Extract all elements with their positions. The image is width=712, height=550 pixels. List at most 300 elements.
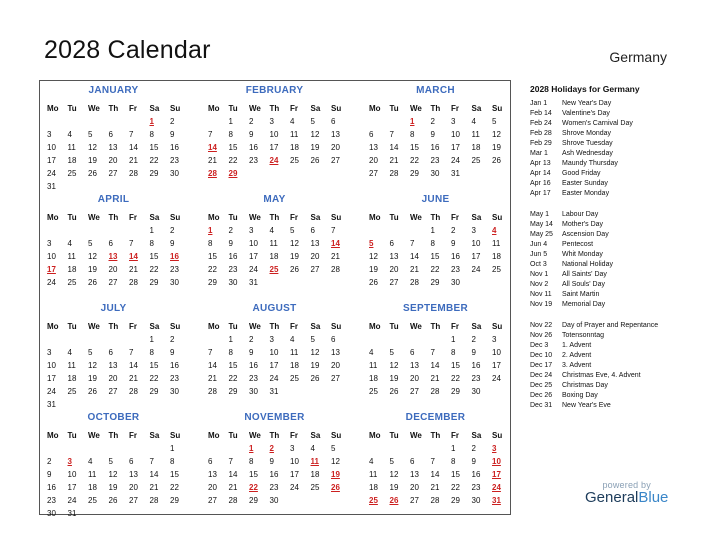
weekday-label: Tu [228, 431, 238, 440]
empty-cell [105, 224, 126, 237]
day-cell: 22 [451, 483, 460, 492]
holiday-name: Totensonntag [562, 332, 605, 339]
day-cell: 20 [369, 156, 378, 165]
day-cell: 10 [47, 361, 56, 370]
holiday-day-cell: 31 [492, 496, 501, 505]
day-cell: 20 [331, 143, 340, 152]
holiday-date: Feb 24 [530, 120, 552, 127]
weekday-label: Fr [129, 322, 137, 331]
day-cell: 12 [88, 361, 97, 370]
holiday-date: Dec 17 [530, 362, 553, 369]
day-cell: 8 [228, 130, 233, 139]
day-cell: 19 [290, 252, 299, 261]
weekday-label: Sa [310, 322, 321, 331]
holiday-day-cell: 28 [208, 169, 217, 178]
day-cell: 2 [430, 117, 435, 126]
empty-cell [386, 115, 407, 128]
day-cell: 21 [389, 156, 399, 165]
day-cell: 3 [269, 335, 274, 344]
weekday-label: Th [269, 431, 280, 440]
day-cell: 7 [430, 457, 435, 466]
day-cell: 16 [471, 470, 481, 479]
weekday-label: Th [430, 322, 441, 331]
holiday-row [530, 280, 700, 290]
day-cell: 30 [170, 387, 179, 396]
weekday-label: Su [170, 104, 181, 113]
day-cell: 16 [269, 470, 279, 479]
day-cell: 7 [389, 130, 394, 139]
day-cell: 18 [290, 143, 299, 152]
month-name: JUNE [421, 194, 450, 205]
day-cell: 26 [310, 156, 320, 165]
weekday-label: Fr [451, 104, 459, 113]
holiday-name: Shrove Tuesday [562, 140, 613, 147]
day-cell: 21 [149, 483, 159, 492]
weekday-label: Tu [389, 213, 399, 222]
day-cell: 7 [129, 348, 134, 357]
day-cell: 31 [451, 169, 460, 178]
country-label: Germany [609, 49, 667, 65]
day-cell: 25 [67, 169, 77, 178]
holiday-name: Easter Monday [562, 190, 610, 197]
day-cell: 5 [389, 457, 394, 466]
day-cell: 25 [67, 387, 77, 396]
day-cell: 23 [249, 156, 258, 165]
day-cell: 18 [471, 143, 481, 152]
weekday-label: Mo [208, 104, 220, 113]
day-cell: 18 [369, 483, 378, 492]
day-cell: 12 [369, 252, 378, 261]
holiday-row [530, 99, 700, 109]
day-cell: 18 [67, 156, 77, 165]
day-cell: 26 [389, 387, 399, 396]
day-cell: 3 [269, 117, 274, 126]
day-cell: 26 [492, 156, 501, 165]
month-days-grid [43, 429, 187, 520]
day-cell: 23 [471, 374, 481, 383]
weekday-label: Su [331, 104, 342, 113]
empty-cell [125, 115, 146, 128]
holiday-date: Dec 26 [530, 392, 553, 399]
day-cell: 31 [249, 278, 258, 287]
day-cell: 7 [149, 457, 154, 466]
day-cell: 17 [471, 252, 481, 261]
holiday-name: 3. Advent [562, 362, 592, 369]
month-name: DECEMBER [405, 412, 466, 423]
holiday-date: Jan 1 [530, 100, 548, 107]
day-cell: 21 [410, 265, 419, 274]
day-cell: 15 [170, 470, 179, 479]
day-cell: 27 [410, 496, 419, 505]
day-cell: 1 [451, 335, 456, 344]
holiday-name: Easter Sunday [562, 180, 608, 187]
holidays-title: 2028 Holidays for Germany [530, 84, 640, 94]
day-cell: 2 [228, 226, 233, 235]
month-name: JULY [100, 303, 127, 314]
month-name: NOVEMBER [244, 412, 305, 423]
weekday-label: Th [430, 431, 441, 440]
holiday-day-cell: 17 [47, 265, 56, 274]
holiday-name: All Saints' Day [562, 271, 607, 278]
holiday-day-cell: 4 [492, 226, 497, 235]
day-cell: 13 [410, 470, 419, 479]
day-cell: 15 [249, 470, 258, 479]
day-cell: 21 [430, 374, 440, 383]
month-september [365, 301, 506, 406]
weekday-label: We [410, 104, 422, 113]
day-cell: 29 [451, 496, 460, 505]
holiday-day-cell: 25 [369, 496, 378, 505]
day-cell: 25 [310, 483, 320, 492]
day-cell: 10 [47, 143, 56, 152]
weekday-label: We [249, 213, 261, 222]
month-january [43, 83, 184, 191]
holiday-date: Dec 31 [530, 402, 553, 409]
month-days-grid [365, 211, 509, 289]
holiday-date: Apr 17 [530, 190, 551, 197]
empty-cell [365, 442, 386, 455]
holiday-day-cell: 26 [389, 496, 399, 505]
month-name: FEBRUARY [245, 85, 304, 96]
empty-cell [105, 333, 126, 346]
day-cell: 24 [471, 265, 481, 274]
day-cell: 13 [208, 470, 217, 479]
weekday-label: Fr [129, 431, 137, 440]
day-cell: 13 [331, 348, 340, 357]
day-cell: 12 [88, 252, 97, 261]
day-cell: 14 [129, 143, 138, 152]
day-cell: 6 [331, 117, 336, 126]
holiday-day-cell: 1 [249, 444, 254, 453]
holiday-row [530, 300, 700, 310]
empty-cell [406, 333, 427, 346]
day-cell: 7 [410, 239, 415, 248]
day-cell: 25 [290, 156, 299, 165]
holiday-row [530, 290, 700, 300]
day-cell: 30 [451, 278, 460, 287]
holiday-date: Nov 1 [530, 271, 549, 278]
day-cell: 19 [310, 143, 320, 152]
day-cell: 29 [249, 496, 258, 505]
day-cell: 2 [47, 457, 52, 466]
empty-cell [125, 333, 146, 346]
day-cell: 22 [228, 374, 238, 383]
day-cell: 26 [108, 496, 118, 505]
month-days-grid [43, 320, 187, 411]
holiday-day-cell: 17 [492, 470, 501, 479]
day-cell: 8 [249, 457, 254, 466]
empty-cell [43, 115, 64, 128]
empty-cell [43, 442, 64, 455]
day-cell: 12 [389, 361, 399, 370]
day-cell: 10 [47, 252, 56, 261]
holiday-row [530, 179, 700, 189]
day-cell: 24 [451, 156, 460, 165]
day-cell: 3 [47, 130, 52, 139]
weekday-label: Tu [389, 104, 399, 113]
weekday-label: Mo [47, 322, 59, 331]
day-cell: 17 [249, 252, 258, 261]
day-cell: 27 [208, 496, 217, 505]
day-cell: 10 [492, 348, 501, 357]
day-cell: 19 [310, 361, 320, 370]
day-cell: 31 [47, 182, 56, 191]
day-cell: 30 [471, 496, 481, 505]
day-cell: 10 [249, 239, 258, 248]
holiday-date: Feb 28 [530, 130, 552, 137]
month-days-grid [204, 211, 348, 289]
day-cell: 22 [228, 156, 238, 165]
day-cell: 24 [47, 387, 56, 396]
day-cell: 1 [228, 335, 233, 344]
day-cell: 30 [269, 496, 279, 505]
day-cell: 11 [67, 252, 76, 261]
empty-cell [64, 115, 85, 128]
holiday-date: Mar 1 [530, 150, 548, 157]
day-cell: 22 [430, 265, 440, 274]
holiday-row [530, 169, 700, 179]
day-cell: 16 [170, 143, 179, 152]
month-name: JANUARY [88, 85, 139, 96]
holiday-row [530, 321, 700, 331]
day-cell: 30 [471, 387, 481, 396]
holiday-day-cell: 1 [208, 226, 213, 235]
day-cell: 12 [290, 239, 299, 248]
holiday-row [530, 391, 700, 401]
holiday-day-cell: 3 [492, 444, 497, 453]
day-cell: 5 [492, 117, 497, 126]
day-cell: 13 [331, 130, 340, 139]
empty-cell [365, 333, 386, 346]
day-cell: 21 [129, 265, 138, 274]
weekday-label: Tu [389, 431, 399, 440]
weekday-label: Su [170, 213, 181, 222]
weekday-label: We [249, 322, 261, 331]
day-cell: 1 [451, 444, 456, 453]
empty-cell [84, 224, 105, 237]
day-cell: 17 [492, 361, 501, 370]
holiday-day-cell: 13 [108, 252, 118, 261]
weekday-label: Th [108, 322, 119, 331]
day-cell: 11 [471, 130, 480, 139]
holiday-date: Nov 22 [530, 322, 553, 329]
day-cell: 15 [149, 143, 159, 152]
day-cell: 15 [228, 143, 238, 152]
weekday-label: We [88, 431, 100, 440]
day-cell: 10 [451, 130, 460, 139]
holiday-date: May 25 [530, 231, 553, 238]
day-cell: 12 [88, 143, 97, 152]
holiday-date: Apr 13 [530, 160, 551, 167]
holiday-name: New Year's Day [562, 100, 612, 107]
day-cell: 9 [47, 470, 52, 479]
day-cell: 4 [67, 348, 72, 357]
day-cell: 21 [228, 483, 238, 492]
day-cell: 27 [331, 156, 340, 165]
day-cell: 14 [410, 252, 419, 261]
weekday-label: Fr [290, 431, 298, 440]
weekday-label: Fr [451, 322, 459, 331]
day-cell: 14 [389, 143, 399, 152]
day-cell: 30 [47, 509, 56, 518]
day-cell: 5 [310, 335, 315, 344]
day-cell: 8 [430, 239, 435, 248]
day-cell: 8 [170, 457, 175, 466]
day-cell: 12 [492, 130, 501, 139]
day-cell: 16 [471, 361, 481, 370]
month-days-grid [204, 320, 348, 398]
day-cell: 26 [310, 374, 320, 383]
weekday-label: Tu [228, 322, 238, 331]
day-cell: 6 [410, 348, 415, 357]
month-days-grid [204, 102, 348, 180]
day-cell: 29 [149, 278, 159, 287]
day-cell: 5 [310, 117, 315, 126]
empty-cell [146, 442, 167, 455]
day-cell: 20 [108, 374, 118, 383]
weekday-label: We [249, 104, 261, 113]
day-cell: 5 [290, 226, 295, 235]
day-cell: 26 [290, 265, 299, 274]
day-cell: 30 [170, 169, 179, 178]
holiday-row [530, 260, 700, 270]
day-cell: 7 [129, 239, 134, 248]
day-cell: 20 [310, 252, 320, 261]
day-cell: 2 [471, 444, 476, 453]
weekday-label: Th [269, 322, 280, 331]
holiday-name: Day of Prayer and Repentance [562, 322, 659, 329]
day-cell: 18 [310, 470, 320, 479]
empty-cell [125, 442, 146, 455]
holiday-row [530, 351, 700, 361]
day-cell: 8 [208, 239, 213, 248]
day-cell: 19 [389, 374, 399, 383]
weekday-label: Fr [290, 213, 298, 222]
month-name: MAY [263, 194, 286, 205]
day-cell: 2 [170, 226, 175, 235]
empty-cell [64, 333, 85, 346]
holiday-day-cell: 25 [269, 265, 279, 274]
calendar-grid [39, 80, 511, 518]
day-cell: 22 [149, 265, 159, 274]
holiday-day-cell: 24 [492, 483, 501, 492]
weekday-label: We [410, 213, 422, 222]
day-cell: 9 [228, 239, 233, 248]
month-days-grid [365, 102, 509, 180]
day-cell: 29 [410, 169, 419, 178]
day-cell: 5 [88, 239, 93, 248]
holiday-day-cell: 3 [67, 457, 72, 466]
day-cell: 14 [430, 470, 440, 479]
day-cell: 4 [67, 130, 72, 139]
weekday-label: Mo [47, 104, 59, 113]
weekday-label: Mo [208, 431, 220, 440]
empty-cell [105, 442, 126, 455]
day-cell: 28 [410, 278, 419, 287]
month-name: AUGUST [252, 303, 297, 314]
month-august [204, 301, 345, 406]
day-cell: 15 [451, 470, 460, 479]
day-cell: 6 [369, 130, 374, 139]
empty-cell [204, 115, 225, 128]
day-cell: 13 [410, 361, 419, 370]
weekday-label: Sa [471, 104, 482, 113]
day-cell: 19 [88, 374, 97, 383]
weekday-label: Mo [47, 213, 59, 222]
holiday-day-cell: 11 [310, 457, 319, 466]
holiday-name: Mother's Day [562, 221, 604, 228]
holiday-name: Maundy Thursday [562, 160, 618, 167]
day-cell: 22 [149, 374, 159, 383]
day-cell: 16 [451, 252, 460, 261]
day-cell: 13 [108, 361, 118, 370]
day-cell: 1 [149, 335, 154, 344]
weekday-label: Mo [208, 322, 220, 331]
weekday-label: Th [108, 431, 119, 440]
empty-cell [365, 115, 386, 128]
day-cell: 31 [269, 387, 279, 396]
day-cell: 3 [451, 117, 456, 126]
day-cell: 4 [369, 457, 374, 466]
holiday-name: All Souls' Day [562, 281, 605, 288]
day-cell: 31 [47, 400, 56, 409]
day-cell: 3 [290, 444, 295, 453]
holiday-name: Good Friday [562, 170, 601, 177]
day-cell: 8 [228, 348, 233, 357]
day-cell: 3 [249, 226, 254, 235]
holiday-group-gap [530, 310, 700, 321]
holiday-row [530, 220, 700, 230]
day-cell: 30 [228, 278, 238, 287]
weekday-label: Sa [149, 431, 160, 440]
day-cell: 19 [492, 143, 501, 152]
day-cell: 16 [47, 483, 56, 492]
weekday-label: Tu [67, 431, 77, 440]
day-cell: 13 [108, 143, 118, 152]
day-cell: 12 [331, 457, 340, 466]
holiday-row [530, 371, 700, 381]
empty-cell [225, 442, 246, 455]
month-november [204, 410, 345, 515]
day-cell: 15 [451, 361, 460, 370]
day-cell: 9 [471, 457, 476, 466]
holiday-row [530, 189, 700, 199]
day-cell: 8 [451, 348, 456, 357]
day-cell: 20 [410, 483, 419, 492]
day-cell: 21 [129, 374, 138, 383]
holiday-day-cell: 14 [208, 143, 217, 152]
day-cell: 9 [249, 348, 254, 357]
day-cell: 25 [369, 387, 378, 396]
day-cell: 9 [170, 239, 175, 248]
day-cell: 19 [88, 156, 97, 165]
day-cell: 8 [451, 457, 456, 466]
holiday-day-cell: 24 [269, 156, 279, 165]
day-cell: 27 [108, 169, 118, 178]
day-cell: 26 [88, 278, 97, 287]
weekday-label: Sa [310, 431, 321, 440]
holiday-day-cell: 10 [492, 457, 501, 466]
weekday-label: Su [492, 213, 503, 222]
day-cell: 28 [129, 387, 138, 396]
day-cell: 19 [108, 483, 118, 492]
day-cell: 28 [129, 278, 138, 287]
empty-cell [84, 442, 105, 455]
day-cell: 27 [389, 278, 399, 287]
day-cell: 27 [410, 387, 419, 396]
empty-cell [105, 115, 126, 128]
day-cell: 6 [129, 457, 134, 466]
